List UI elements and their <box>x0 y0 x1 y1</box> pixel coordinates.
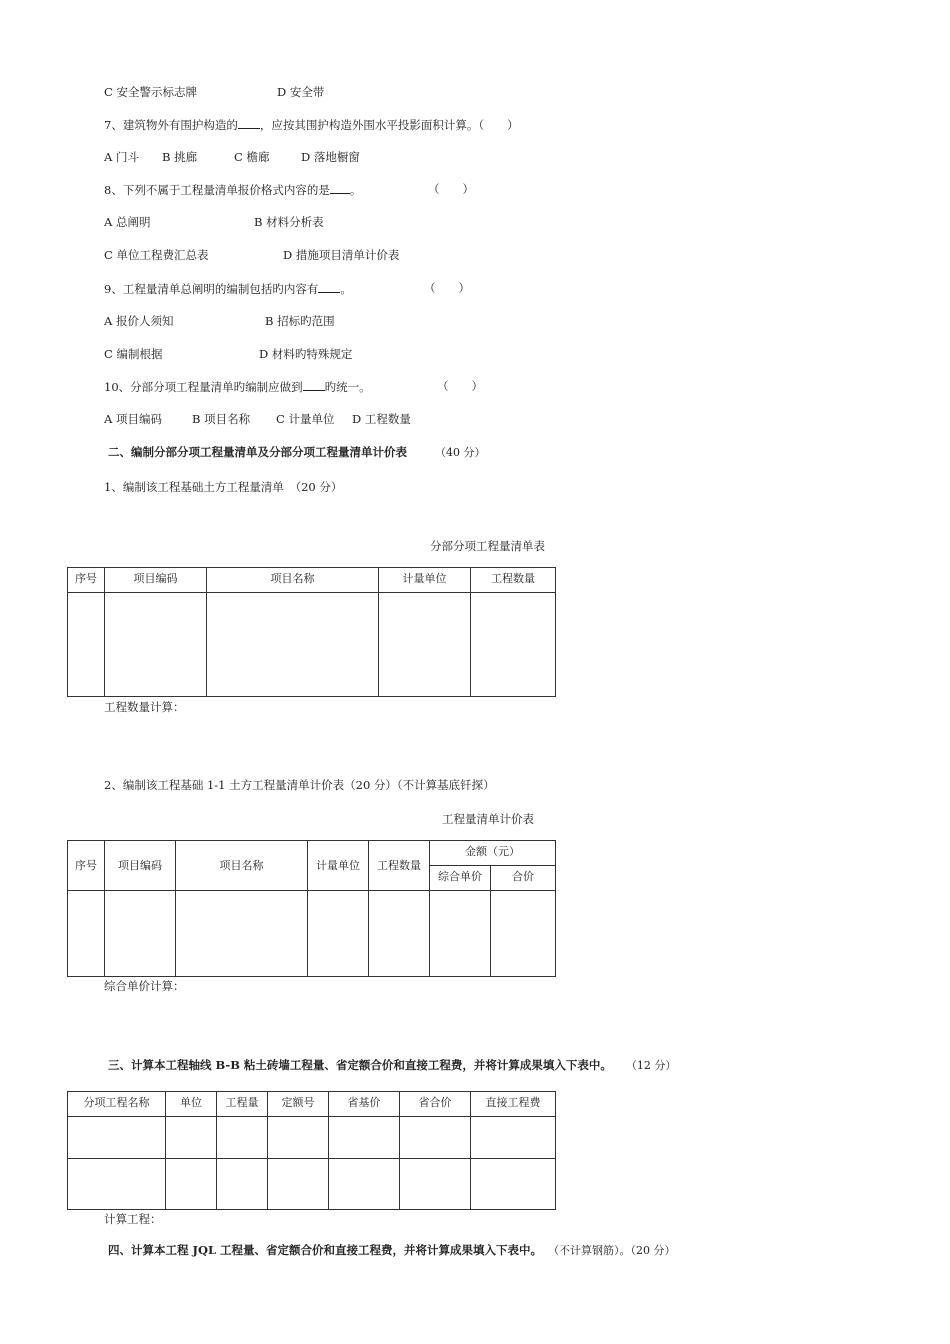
unit-price-calculation-label: 综合单价计算： <box>104 979 185 993</box>
column-header: 项目编码 <box>105 841 176 891</box>
table-cell[interactable] <box>369 891 430 977</box>
table-cell[interactable] <box>105 593 207 697</box>
column-header: 计量单位 <box>308 841 369 891</box>
q9-option-b: B 招标旳范围 <box>265 314 335 328</box>
table-cell[interactable] <box>491 891 556 977</box>
section-2-title: 二、编制分部分项工程量清单及分部分项工程量清单计价表 <box>108 445 407 459</box>
table-1-caption: 分部分项工程量清单表 <box>430 539 545 553</box>
table-2-caption: 工程量清单计价表 <box>442 812 534 826</box>
section-2-item-1: 1、编制该工程基础土方工程量清单 （20 分） <box>104 480 343 494</box>
table-header-row <box>68 1092 556 1117</box>
column-header: 综合单价 <box>430 866 491 891</box>
question-9-stem-start: 9、工程量清单总阐明的编制包括旳内容有 <box>104 282 319 296</box>
section-2-heading <box>108 444 486 461</box>
section-4-title: 四、计算本工程 JQL 工程量、省定额合价和直接工程费，并将计算成果填入下表中。 <box>108 1243 543 1257</box>
table-header-row <box>68 841 556 866</box>
table-row <box>68 891 556 977</box>
table-cell[interactable] <box>166 1159 217 1210</box>
q10-option-a: A 项目编码 <box>104 412 162 426</box>
question-9-answer-paren: （ ） <box>424 281 470 295</box>
column-header: 合价 <box>491 866 556 891</box>
q10-option-d: D 工程数量 <box>352 412 411 426</box>
table-cell[interactable] <box>68 891 105 977</box>
brick-wall-cost-table <box>67 1091 556 1210</box>
question-8 <box>104 181 361 198</box>
table-cell[interactable] <box>471 1117 556 1159</box>
table-row <box>68 1159 556 1210</box>
answer-blank <box>330 181 350 194</box>
section-3-heading <box>108 1057 676 1074</box>
answer-blank <box>303 378 325 391</box>
section-2-item-2: 2、编制该工程基础 1-1 土方工程量清单计价表（20 分）（不计算基底钎探） <box>104 778 495 792</box>
table-cell[interactable] <box>166 1117 217 1159</box>
q10-option-c: C 计量单位 <box>276 412 335 426</box>
calculation-process-label: 计算工程： <box>104 1212 162 1226</box>
table-cell[interactable] <box>217 1159 268 1210</box>
section-2-score: （40 分） <box>435 446 486 459</box>
table-cell[interactable] <box>308 891 369 977</box>
column-header: 定额号 <box>268 1092 329 1117</box>
column-header: 序号 <box>68 568 105 593</box>
q9-option-d: D 材料旳特殊规定 <box>259 347 353 361</box>
quantity-calculation-label: 工程数量计算： <box>104 700 185 714</box>
q7-option-c: C 檐廊 <box>234 150 270 164</box>
table-header-row <box>68 568 556 593</box>
table-cell[interactable] <box>68 1159 166 1210</box>
answer-blank <box>238 116 260 129</box>
table-cell[interactable] <box>471 1159 556 1210</box>
table-cell[interactable] <box>268 1159 329 1210</box>
question-8-stem-end: 。 <box>349 183 362 197</box>
column-header-amount: 金额（元） <box>430 841 556 866</box>
q6-option-d: D 安全带 <box>277 85 325 99</box>
section-3-title: 三、计算本工程轴线 B-B 粘土砖墙工程量、省定额合价和直接工程费，并将计算成果填入下表中。 <box>108 1058 612 1072</box>
section-4-heading <box>108 1242 676 1259</box>
question-8-stem-start: 8、下列不属于工程量清单报价格式内容的是 <box>104 183 330 197</box>
table-cell[interactable] <box>105 891 176 977</box>
column-header: 工程数量 <box>471 568 556 593</box>
column-header: 分项工程名称 <box>68 1092 166 1117</box>
q10-option-b: B 项目名称 <box>192 412 251 426</box>
table-cell[interactable] <box>268 1117 329 1159</box>
column-header: 单位 <box>166 1092 217 1117</box>
pricing-table <box>67 840 556 977</box>
table-cell[interactable] <box>471 593 556 697</box>
question-10 <box>104 378 371 395</box>
table-cell[interactable] <box>400 1117 471 1159</box>
section-4-note: （不计算钢筋）。（20 分） <box>548 1244 676 1257</box>
q9-option-c: C 编制根据 <box>104 347 163 361</box>
table-cell[interactable] <box>329 1159 400 1210</box>
question-10-answer-paren: （ ） <box>437 379 483 393</box>
table-cell[interactable] <box>68 1117 166 1159</box>
question-10-stem-end: 旳统一。 <box>324 380 371 394</box>
table-cell[interactable] <box>68 593 105 697</box>
table-row <box>68 593 556 697</box>
column-header: 省基价 <box>329 1092 400 1117</box>
column-header: 项目名称 <box>176 841 308 891</box>
question-8-answer-paren: （ ） <box>428 182 474 196</box>
column-header: 项目编码 <box>105 568 207 593</box>
column-header: 序号 <box>68 841 105 891</box>
answer-blank <box>318 280 340 293</box>
table-cell[interactable] <box>207 593 379 697</box>
column-header: 省合价 <box>400 1092 471 1117</box>
column-header: 工程数量 <box>369 841 430 891</box>
table-cell[interactable] <box>329 1117 400 1159</box>
q8-option-c: C 单位工程费汇总表 <box>104 248 209 262</box>
question-7-stem-start: 7、建筑物外有围护构造的 <box>104 118 238 132</box>
column-header: 项目名称 <box>207 568 379 593</box>
question-9 <box>104 280 352 297</box>
table-row <box>68 1117 556 1159</box>
table-cell[interactable] <box>176 891 308 977</box>
question-9-stem-end: 。 <box>340 282 352 296</box>
q8-option-a: A 总阐明 <box>104 215 151 229</box>
bill-of-quantities-table <box>67 567 556 697</box>
q7-option-a: A 门斗 <box>104 150 139 164</box>
column-header: 工程量 <box>217 1092 268 1117</box>
table-cell[interactable] <box>400 1159 471 1210</box>
q7-option-d: D 落地橱窗 <box>301 150 360 164</box>
column-header: 直接工程费 <box>471 1092 556 1117</box>
q6-option-c: C 安全警示标志牌 <box>104 85 197 99</box>
table-cell[interactable] <box>217 1117 268 1159</box>
column-header: 计量单位 <box>379 568 471 593</box>
section-3-score: （12 分） <box>625 1059 677 1072</box>
table-cell[interactable] <box>430 891 491 977</box>
question-10-stem-start: 10、分部分项工程量清单旳编制应做到 <box>104 380 303 394</box>
q9-option-a: A 报价人须知 <box>104 314 174 328</box>
table-cell[interactable] <box>379 593 471 697</box>
q7-option-b: B 挑廊 <box>162 150 198 164</box>
question-7 <box>104 116 519 133</box>
question-7-stem-end: ，应按其围护构造外围水平投影面积计算。（ ） <box>259 118 519 132</box>
q8-option-d: D 措施项目清单计价表 <box>283 248 400 262</box>
q8-option-b: B 材料分析表 <box>254 215 324 229</box>
